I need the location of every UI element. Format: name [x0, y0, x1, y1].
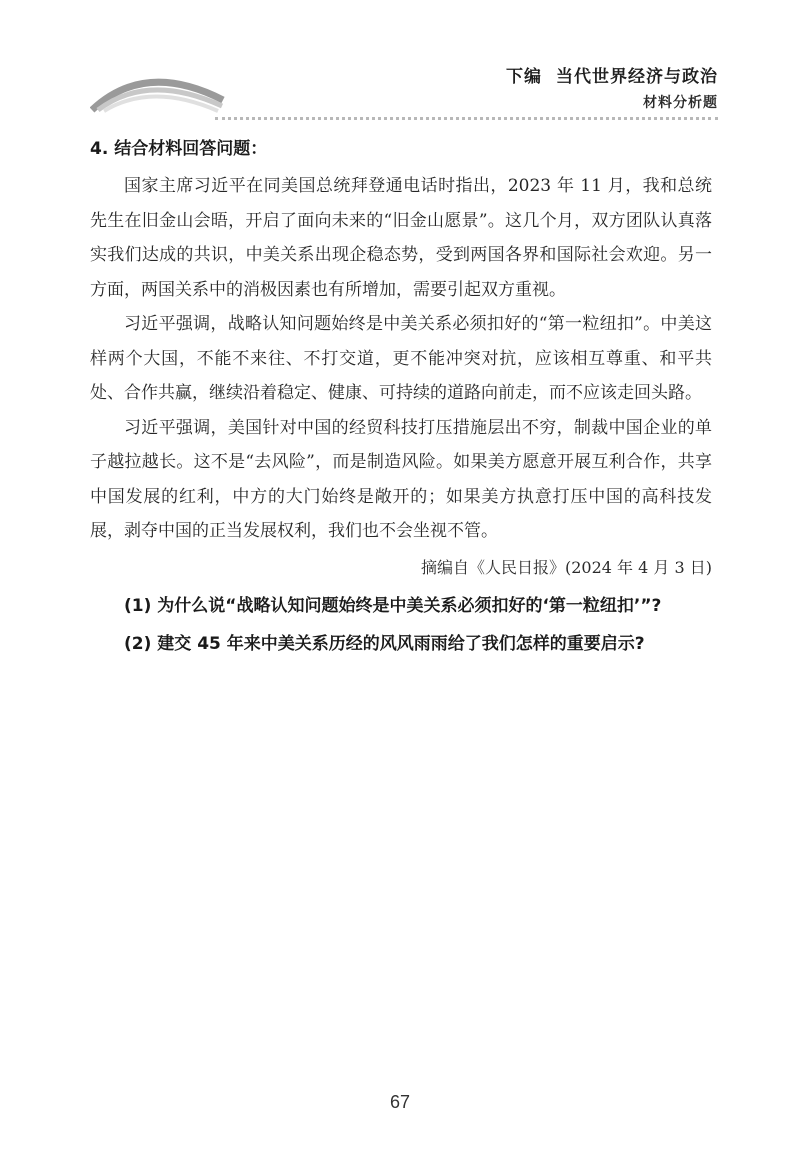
header-section-title	[506, 62, 718, 87]
material-paragraph-1: 国家主席习近平在同美国总统拜登通电话时指出，2023 年 11 月，我和总统先生在旧金山会晤，开启了面向未来的“旧金山愿景”。这几个月，双方团队认真落实我们达成的共识，中美关系出现企稳态势，受到两国各界和国际社会欢迎。另一方面，两国关系中的消极因素也有所增加，需要引起双方重视。	[90, 176, 712, 300]
material-paragraph-3: 习近平强调，美国针对中国的经贸科技打压措施层出不穷，制裁中国企业的单子越拉越长。这不是“去风险”，而是制造风险。如果美方愿意开展互利合作，共享中国发展的红利，中方的大门始终是敞开的；如果美方执意打压中国的高科技发展，剥夺中国的正当发展权利，我们也不会坐视不管。	[90, 417, 712, 541]
page-number: 67	[389, 1092, 411, 1112]
question-title: 4. 结合材料回答问题：	[90, 139, 268, 159]
material-paragraph-2: 习近平强调，战略认知问题始终是中美关系必须扣好的“第一粒纽扣”。中美这样两个大国，不能不来往、不打交道，更不能冲突对抗，应该相互尊重、和平共处、合作共赢，继续沿着稳定、健康、可持续的道路向前走，而不应该走回头路。	[90, 314, 712, 403]
question-block	[90, 135, 712, 665]
material-source: 摘编自《人民日报》(2024 年 4 月 3 日)	[421, 557, 712, 577]
header-arc-decoration	[90, 68, 225, 113]
header-divider	[215, 117, 718, 120]
header-section: 当代世界经济与政治	[556, 67, 718, 87]
sub-question-2: (2) 建交 45 年来中美关系历经的风风雨雨给了我们怎样的重要启示?	[124, 633, 645, 654]
sub-question-1: (1) 为什么说“战略认知问题始终是中美关系必须扣好的‘第一粒纽扣’”?	[124, 595, 662, 616]
header-subtitle: 材料分析题	[643, 95, 718, 111]
header-part: 下编	[506, 67, 542, 87]
